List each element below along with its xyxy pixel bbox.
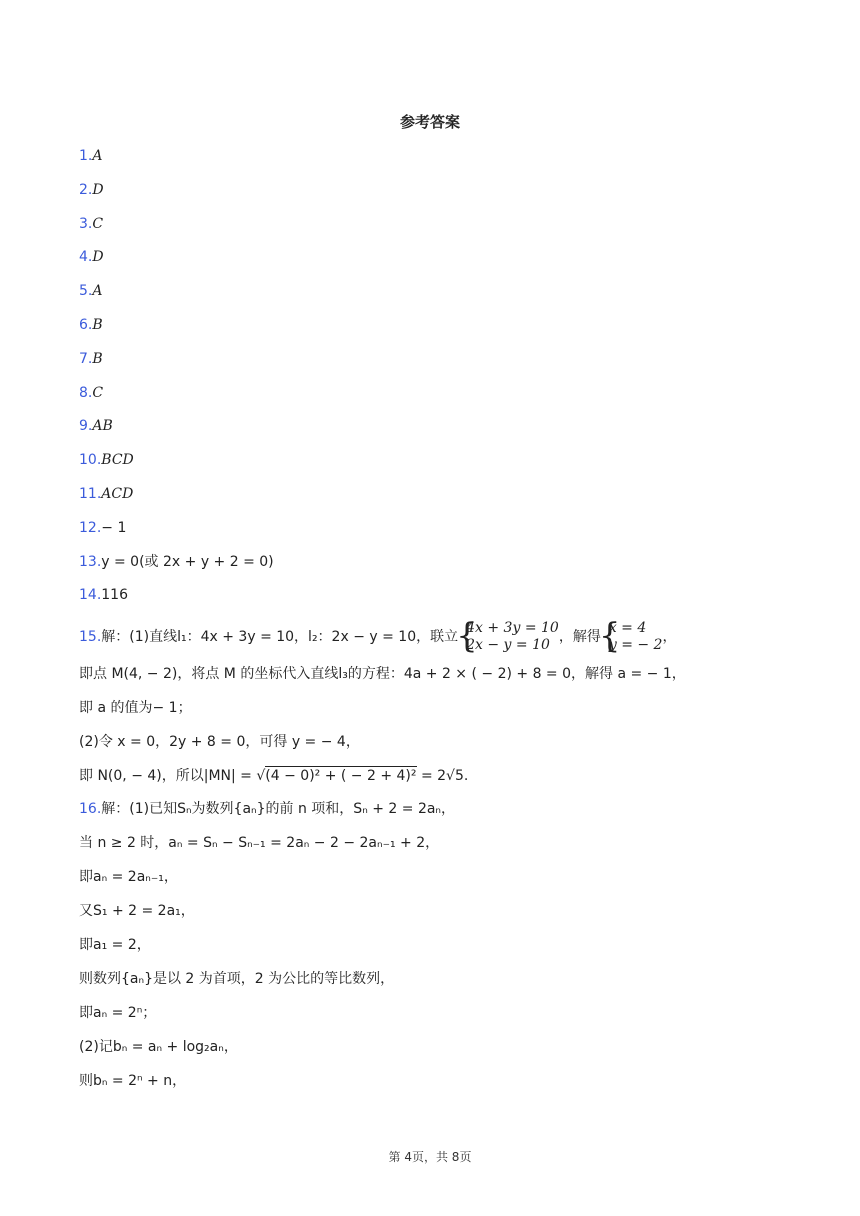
page-title: 参考答案 [399, 113, 460, 131]
answer-value: y = 0(或 2x + y + 2 = 0) [101, 553, 274, 570]
answer-value: 116 [101, 587, 128, 604]
answer-item [79, 552, 274, 572]
q16-line-5: 即a₁ = 2， [79, 937, 151, 953]
answer-number: 13. [79, 553, 102, 570]
answer-item [79, 214, 103, 234]
q15-system-2: { x = 4 y = − 2 [601, 620, 663, 654]
answer-number: 9. [79, 418, 93, 435]
answer-value: A [92, 148, 103, 164]
answer-item [79, 315, 103, 335]
answer-value: ACD [101, 486, 134, 502]
answer-item [79, 180, 104, 200]
answer-value: A [92, 283, 103, 300]
answer-value: D [92, 249, 104, 266]
answer-item [79, 484, 133, 504]
q16-line-9: 则bₙ = 2ⁿ + n， [79, 1073, 187, 1089]
answer-number: 11. [79, 486, 102, 502]
answer-value: AB [92, 418, 113, 435]
answer-number: 14. [79, 587, 102, 604]
answer-value: B [92, 350, 103, 367]
q15-line-1: 15.解：(1)直线l₁：4x + 3y = 10，l₂：2x − y = 10，联立 { 4x + 3y = 10 2x − y = 10 ，解得 { x = 4 y = − 2 ， [79, 620, 676, 654]
q16-line-8: (2)记bₙ = aₙ + log₂aₙ， [79, 1039, 238, 1055]
answer-item [79, 383, 103, 403]
q15-system-1: { 4x + 3y = 10 2x − y = 10 [458, 620, 559, 654]
answer-number: 8. [79, 384, 93, 401]
answer-value: BCD [101, 452, 134, 469]
answer-number: 6. [79, 317, 93, 333]
q15-line-4: (2)令 x = 0，2y + 8 = 0，可得 y = − 4， [79, 734, 360, 750]
answer-number: 10. [79, 452, 102, 469]
answer-number: 2. [79, 181, 93, 198]
answer-value: C [92, 384, 104, 401]
page-footer: 第 4页，共 8页 [388, 1150, 472, 1164]
q16-number: 16. [79, 801, 102, 817]
q16-line-2: 当 n ≥ 2 时，aₙ = Sₙ − Sₙ₋₁ = 2aₙ − 2 − 2aₙ₋₁ + 2， [79, 835, 440, 851]
answer-item [79, 281, 102, 301]
answer-item [79, 585, 128, 605]
answer-number: 12. [79, 519, 102, 536]
q16-line-7: 即aₙ = 2ⁿ； [79, 1005, 157, 1021]
q16-line-6: 则数列{aₙ}是以 2 为首项，2 为公比的等比数列， [79, 971, 395, 987]
answer-item [79, 450, 134, 470]
answer-item [79, 518, 126, 538]
sqrt-expression: (4 − 0)² + ( − 2 + 4)² [265, 768, 417, 784]
answer-value: − 1 [101, 519, 127, 536]
q16-line-1: 16.解：(1)已知Sₙ为数列{aₙ}的前 n 项和，Sₙ + 2 = 2aₙ， [79, 801, 456, 817]
answer-item [79, 146, 102, 166]
answer-number: 3. [79, 215, 93, 232]
answer-item [79, 247, 104, 267]
q16-line-4: 又S₁ + 2 = 2a₁， [79, 903, 195, 919]
answer-number: 7. [79, 350, 93, 367]
answer-value: D [92, 181, 104, 198]
answer-value: B [92, 317, 103, 333]
q15-line-3: 即 a 的值为− 1； [79, 700, 192, 716]
q15-line-2: 即点 M(4, − 2)，将点 M 的坐标代入直线l₃的方程：4a + 2 × ( − 2) + 8 = 0，解得 a = − 1， [79, 666, 686, 682]
answer-item [79, 416, 113, 436]
answer-number: 5. [79, 283, 93, 300]
q15-line-5: 即 N(0, − 4)，所以|MN| = √(4 − 0)² + ( − 2 + 4)² = 2√5. [79, 768, 469, 784]
answer-number: 4. [79, 249, 93, 266]
q15-number: 15. [79, 629, 102, 645]
answer-number: 1. [79, 148, 93, 164]
answer-item [79, 349, 103, 369]
answer-value: C [92, 215, 104, 232]
q16-line-3: 即aₙ = 2aₙ₋₁， [79, 869, 178, 885]
